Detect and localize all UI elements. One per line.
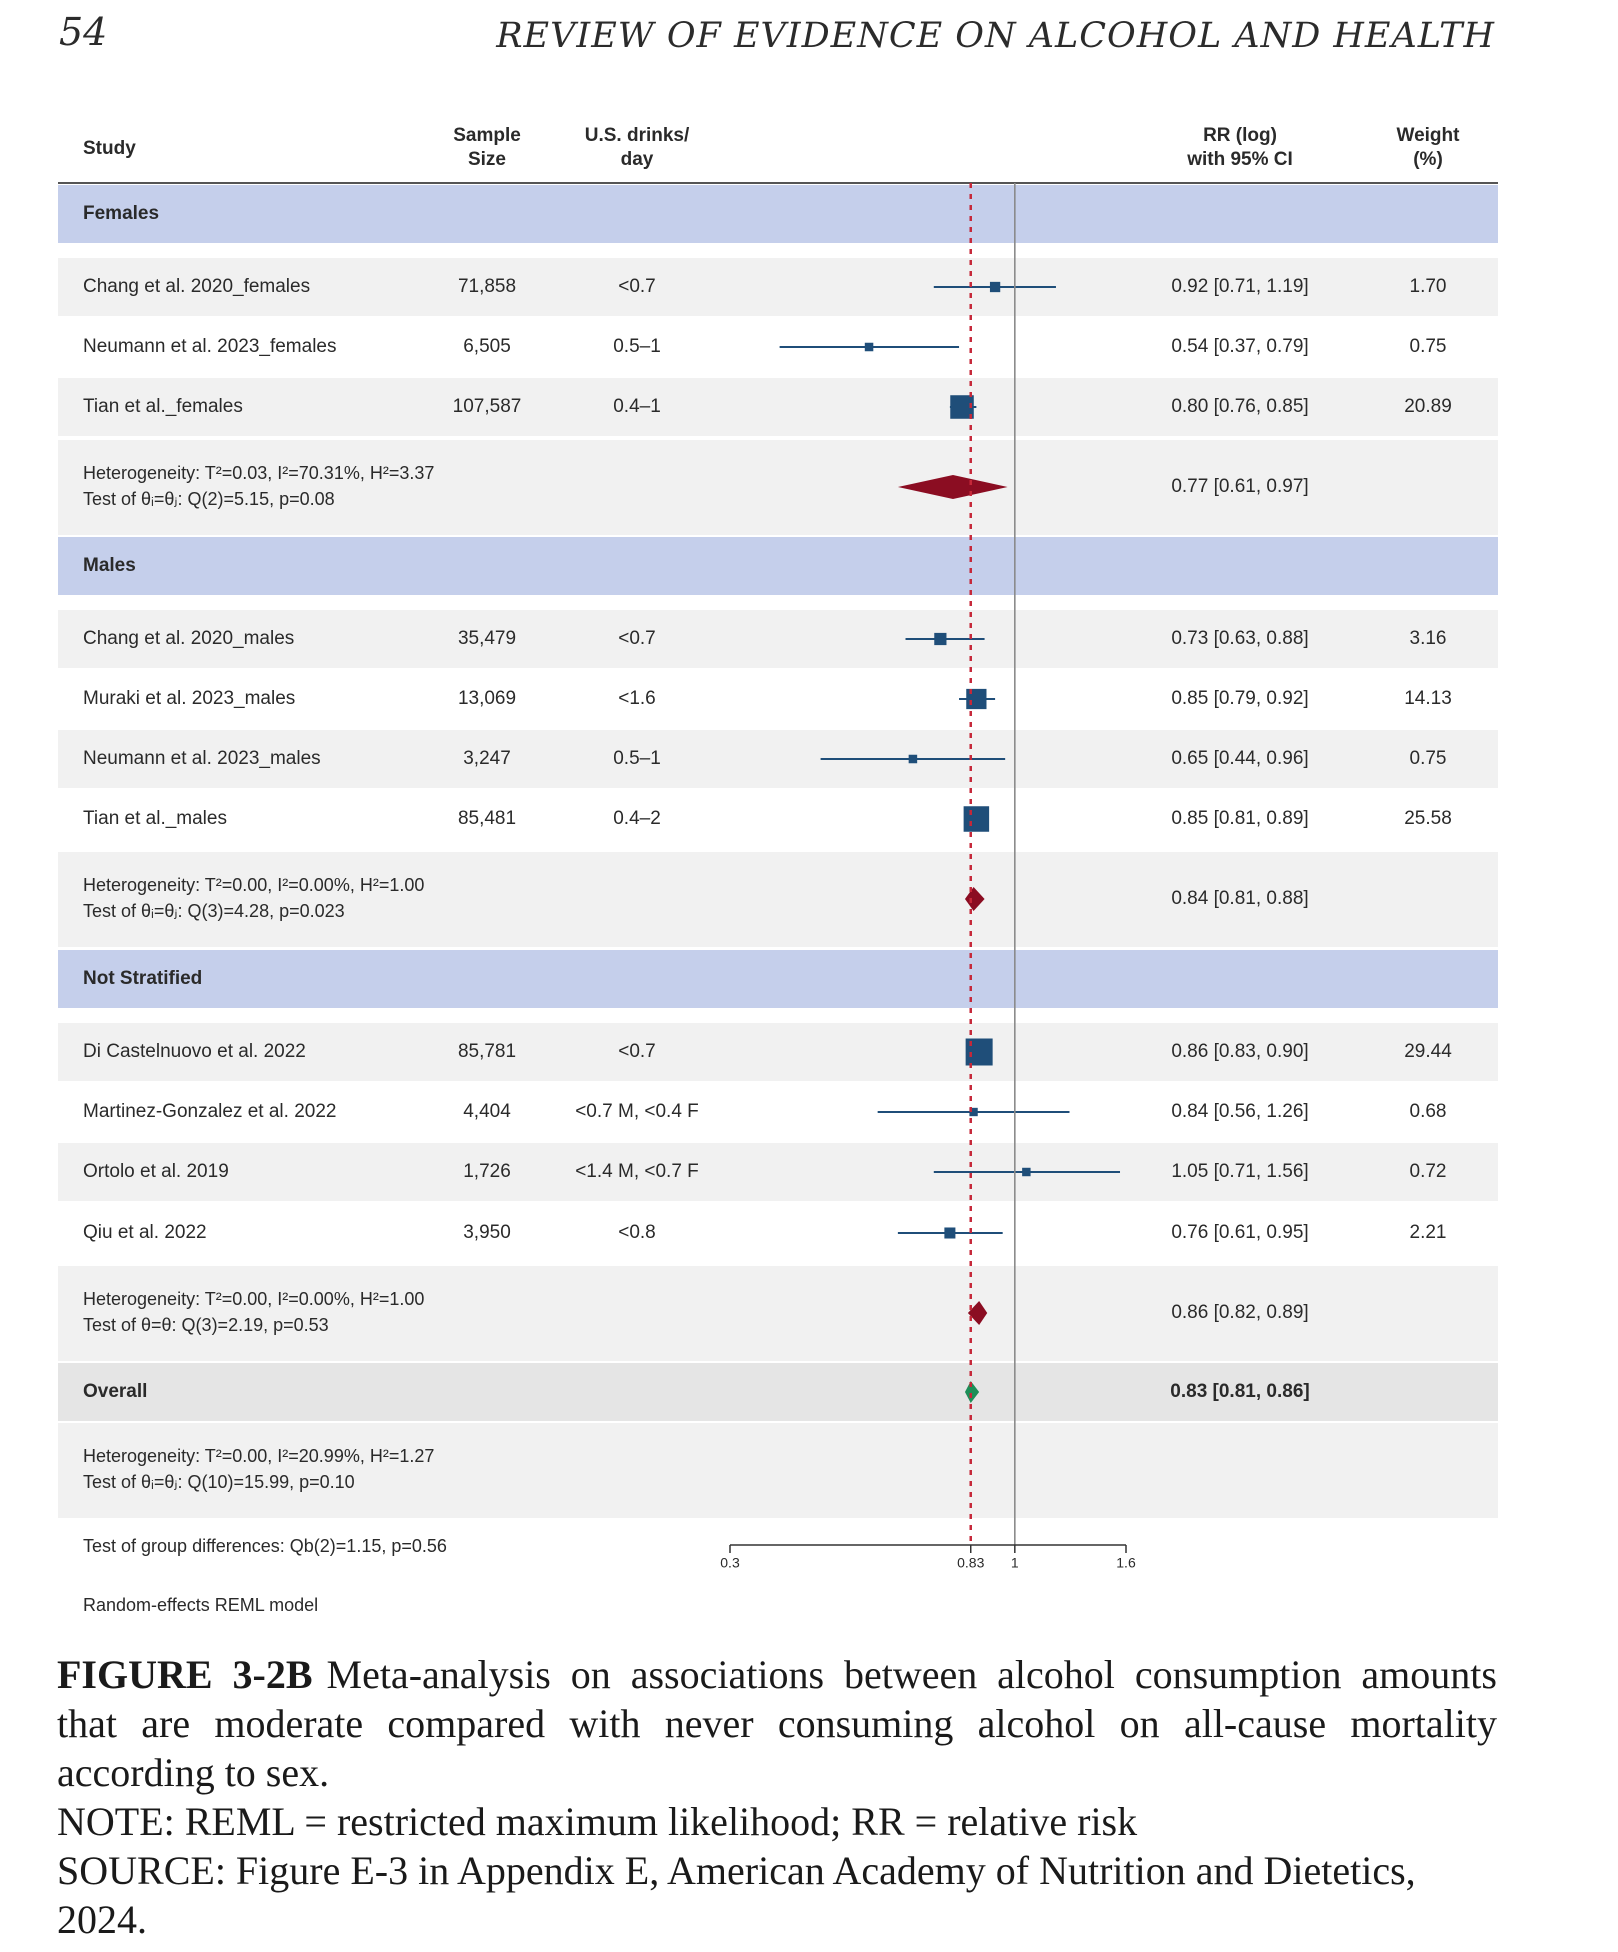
drinks-per-day: <0.7	[618, 1041, 656, 1063]
model-note: Random-effects REML model	[83, 1594, 319, 1615]
drinks-per-day: 0.4–1	[613, 396, 661, 418]
study-name: Muraki et al. 2023_males	[83, 688, 296, 710]
rr-ci: 0.76 [0.61, 0.95]	[1171, 1222, 1309, 1244]
study-marker	[934, 633, 946, 645]
sample-size: 4,404	[463, 1101, 511, 1123]
sample-size: 35,479	[457, 628, 517, 650]
study-name: Neumann et al. 2023_males	[83, 748, 321, 770]
heterogeneity-stats: Heterogeneity: T²=0.00, I²=0.00%, H²=1.00	[83, 1288, 425, 1309]
sample-size: 3,247	[463, 748, 511, 770]
drinks-per-day: 0.5–1	[613, 336, 661, 358]
header-rr: RR (log)	[1203, 125, 1277, 147]
study-name: Ortolo et al. 2019	[83, 1161, 229, 1183]
drinks-per-day: 0.5–1	[613, 748, 661, 770]
study-marker	[966, 689, 986, 709]
rr-ci: 0.54 [0.37, 0.79]	[1171, 336, 1309, 358]
overall-rr-ci: 0.83 [0.81, 0.86]	[1170, 1381, 1310, 1403]
header-study: Study	[83, 138, 136, 160]
weight: 0.72	[1409, 1161, 1447, 1183]
running-head: REVIEW OF EVIDENCE ON ALCOHOL AND HEALTH	[496, 16, 1495, 56]
caption-source: SOURCE: Figure E-3 in Appendix E, American Academy of Nutrition and Dietetics, 2024.	[57, 1848, 1416, 1942]
drinks-per-day: <0.7	[618, 276, 656, 298]
figure-label: FIGURE 3-2B	[57, 1652, 313, 1697]
subgroup-rr-ci: 0.86 [0.82, 0.89]	[1171, 1302, 1309, 1324]
study-marker	[909, 755, 918, 764]
group-band	[58, 950, 1498, 1008]
heterogeneity-stats: Heterogeneity: T²=0.03, I²=70.31%, H²=3.37	[83, 462, 435, 483]
overall-heterogeneity: Heterogeneity: T²=0.00, I²=20.99%, H²=1.27	[83, 1445, 435, 1466]
rr-ci: 0.92 [0.71, 1.19]	[1171, 276, 1309, 298]
study-marker	[1022, 1168, 1030, 1176]
x-tick-label: 0.83	[957, 1554, 985, 1571]
group-differences-test: Test of group differences: Qb(2)=1.15, p=0.56	[83, 1535, 447, 1556]
study-name: Qiu et al. 2022	[83, 1222, 207, 1244]
header-rr-2: with 95% CI	[1187, 149, 1293, 171]
sample-size: 6,505	[463, 336, 511, 358]
group-label: Not Stratified	[83, 968, 203, 990]
rr-ci: 0.84 [0.56, 1.26]	[1171, 1101, 1309, 1123]
header-sample-size-2: Size	[467, 149, 507, 171]
header-drinks-2: day	[620, 149, 654, 171]
rr-ci: 0.80 [0.76, 0.85]	[1171, 396, 1309, 418]
subgroup-rr-ci: 0.84 [0.81, 0.88]	[1171, 888, 1309, 910]
rr-ci: 0.65 [0.44, 0.96]	[1171, 748, 1309, 770]
caption-note: NOTE: REML = restricted maximum likelihood; RR = relative risk	[57, 1799, 1138, 1844]
heterogeneity-stats: Heterogeneity: T²=0.00, I²=0.00%, H²=1.00	[83, 874, 425, 895]
weight: 2.21	[1409, 1222, 1447, 1244]
header-weight: Weight	[1396, 125, 1460, 147]
study-marker	[944, 1227, 955, 1238]
weight: 1.70	[1409, 276, 1447, 298]
study-name: Chang et al. 2020_males	[83, 628, 295, 650]
weight: 29.44	[1404, 1041, 1452, 1063]
page-number: 54	[59, 10, 108, 54]
heterogeneity-test: Test of θ=θ: Q(3)=2.19, p=0.53	[83, 1314, 329, 1335]
heterogeneity-test: Test of θᵢ=θⱼ: Q(2)=5.15, p=0.08	[83, 488, 335, 509]
group-band	[58, 537, 1498, 595]
drinks-per-day: <0.8	[618, 1222, 656, 1244]
overall-label: Overall	[83, 1381, 148, 1403]
overall-heterogeneity-test: Test of θᵢ=θⱼ: Q(10)=15.99, p=0.10	[83, 1471, 355, 1492]
rr-ci: 0.85 [0.79, 0.92]	[1171, 688, 1309, 710]
sample-size: 107,587	[452, 396, 522, 418]
x-tick-label: 1.6	[1116, 1554, 1136, 1571]
drinks-per-day: <1.6	[618, 688, 656, 710]
header-sample-size: Sample	[453, 125, 521, 147]
sample-size: 13,069	[457, 688, 517, 710]
drinks-per-day: <0.7 M, <0.4 F	[575, 1101, 699, 1123]
rr-ci: 0.85 [0.81, 0.89]	[1171, 808, 1309, 830]
header-weight-2: (%)	[1413, 149, 1443, 171]
weight: 3.16	[1409, 628, 1447, 650]
study-name: Tian et al._females	[83, 396, 243, 418]
figure-caption	[57, 1650, 1497, 1944]
group-band	[58, 185, 1498, 243]
drinks-per-day: <1.4 M, <0.7 F	[575, 1161, 699, 1183]
x-tick-label: 1	[1010, 1554, 1019, 1571]
header-drinks: U.S. drinks/	[584, 125, 690, 147]
study-marker	[964, 806, 990, 832]
group-label: Males	[83, 555, 136, 577]
weight: 0.75	[1409, 748, 1447, 770]
sample-size: 71,858	[457, 276, 517, 298]
study-name: Chang et al. 2020_females	[83, 276, 311, 298]
x-tick-label: 0.3	[720, 1554, 740, 1571]
rr-ci: 0.86 [0.83, 0.90]	[1171, 1041, 1309, 1063]
study-marker	[990, 282, 1000, 292]
weight: 14.13	[1404, 688, 1452, 710]
sample-size: 85,481	[457, 808, 517, 830]
study-marker	[865, 343, 874, 352]
weight: 20.89	[1404, 396, 1452, 418]
heterogeneity-test: Test of θᵢ=θⱼ: Q(3)=4.28, p=0.023	[83, 900, 345, 921]
study-name: Neumann et al. 2023_females	[83, 336, 337, 358]
weight: 0.75	[1409, 336, 1447, 358]
sample-size: 3,950	[463, 1222, 511, 1244]
weight: 25.58	[1404, 808, 1452, 830]
weight: 0.68	[1409, 1101, 1447, 1123]
drinks-per-day: <0.7	[618, 628, 656, 650]
overall-summary-shade	[58, 1423, 1498, 1518]
group-label: Females	[83, 203, 160, 225]
sample-size: 1,726	[463, 1161, 511, 1183]
drinks-per-day: 0.4–2	[613, 808, 661, 830]
caption-body	[57, 1650, 1497, 1797]
study-name: Martinez-Gonzalez et al. 2022	[83, 1101, 337, 1123]
caption-text: Meta-analysis on associations between alcohol consumption amounts that are moderate compared with never consuming alcohol on all-cause mortality according to sex.	[57, 1652, 1497, 1795]
sample-size: 85,781	[457, 1041, 517, 1063]
rr-ci: 0.73 [0.63, 0.88]	[1171, 628, 1309, 650]
study-name: Di Castelnuovo et al. 2022	[83, 1041, 306, 1063]
rr-ci: 1.05 [0.71, 1.56]	[1171, 1161, 1309, 1183]
study-name: Tian et al._males	[83, 808, 227, 830]
subgroup-rr-ci: 0.77 [0.61, 0.97]	[1171, 476, 1309, 498]
